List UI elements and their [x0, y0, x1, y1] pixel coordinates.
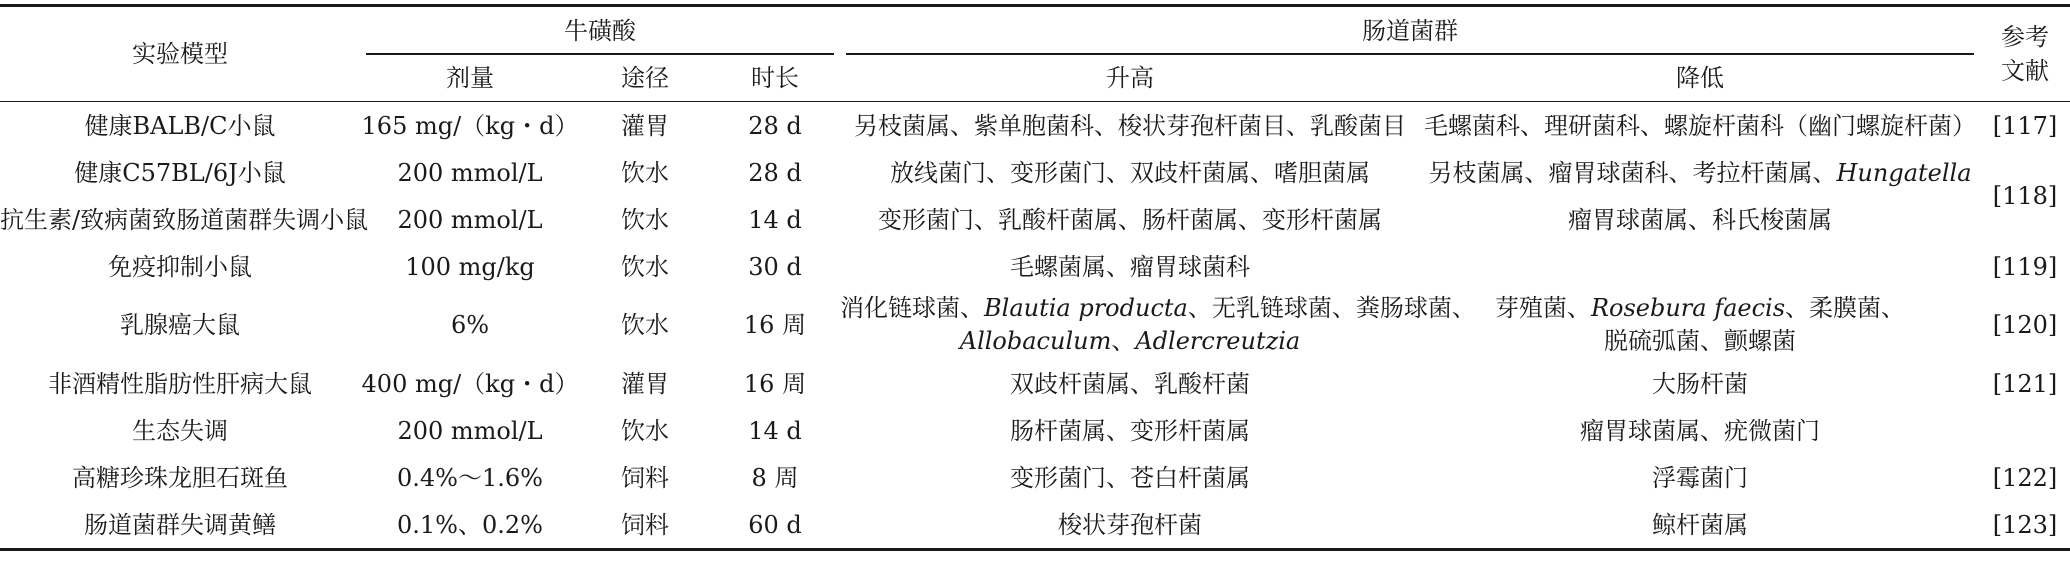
table-row	[0, 407, 2070, 454]
table-row	[0, 243, 2070, 290]
cell-duration: 28 d	[748, 111, 802, 140]
cell-reference: [117]	[1992, 111, 2058, 140]
cell-increase-line1	[840, 292, 1476, 325]
cell-dose: 200 mmol/L	[397, 158, 543, 187]
cell-decrease	[1420, 290, 1980, 360]
header-duration: 时长	[710, 55, 840, 102]
cell-route: 灌胃	[621, 369, 669, 398]
cell-duration: 14 d	[748, 416, 802, 445]
taurine-microbiota-table	[0, 4, 2070, 551]
table-row	[0, 290, 2070, 360]
cell-duration: 16 周	[743, 311, 807, 339]
header-row-1	[0, 6, 2070, 56]
cell-increase-line2	[840, 325, 1420, 358]
cell-route: 饮水	[621, 158, 669, 187]
cell-decrease: 毛螺菌科、理研菌科、螺旋杆菌科（幽门螺旋杆菌）	[1424, 111, 1976, 140]
cell-duration: 28 d	[748, 158, 802, 187]
table-row	[0, 196, 2070, 243]
cell-route: 灌胃	[621, 111, 669, 140]
cell-model: 健康BALB/C小鼠	[84, 111, 276, 140]
text-segment: 消化链球菌、	[840, 294, 984, 322]
cell-reference: [121]	[1992, 369, 2058, 398]
cell-dose: 0.4%～1.6%	[397, 463, 543, 492]
cell-reference: [119]	[1992, 252, 2058, 281]
cell-dose: 0.1%、0.2%	[397, 510, 543, 539]
cell-decrease-text: 另枝菌属、瘤胃球菌科、考拉杆菌属、	[1428, 158, 1837, 187]
cell-dose: 200 mmol/L	[397, 205, 543, 234]
cell-reference: [123]	[1992, 510, 2058, 539]
cell-increase: 毛螺菌属、瘤胃球菌科	[1010, 252, 1250, 281]
text-segment: 、无乳链球菌、粪肠球菌、	[1187, 294, 1476, 322]
header-taurine: 牛磺酸	[360, 6, 840, 56]
cell-decrease-line1	[1420, 292, 1980, 325]
cell-increase	[840, 290, 1476, 360]
cell-route: 饮水	[621, 311, 669, 339]
cell-dose: 165 mg/（kg・d）	[361, 111, 579, 140]
cell-increase: 另枝菌属、紫单胞菌科、梭状芽孢杆菌目、乳酸菌目	[854, 111, 1406, 140]
header-reference	[1980, 6, 2070, 102]
cell-route: 饮水	[621, 205, 669, 234]
cell-decrease: 瘤胃球菌属、科氏梭菌属	[1568, 205, 1832, 234]
cell-decrease	[1420, 149, 1980, 196]
italic-segment: Blautia producta	[984, 294, 1188, 322]
cell-increase: 放线菌门、变形菌门、双歧杆菌属、嗜胆菌属	[890, 158, 1370, 187]
table-row	[0, 501, 2070, 550]
text-segment: 、	[1111, 327, 1136, 355]
table-row	[0, 454, 2070, 501]
cell-decrease: 鲸杆菌属	[1652, 510, 1748, 539]
cell-model: 抗生素/致病菌致肠道菌群失调小鼠	[0, 205, 369, 234]
header-model: 实验模型	[0, 6, 360, 102]
cell-reference	[1980, 407, 2070, 454]
italic-segment: Allobaculum	[959, 327, 1112, 355]
cell-dose: 6%	[450, 311, 490, 339]
cell-decrease-line2: 脱硫弧菌、颤螺菌	[1604, 327, 1796, 355]
cell-model: 健康C57BL/6J小鼠	[74, 158, 286, 187]
cell-model: 肠道菌群失调黄鳝	[84, 510, 276, 539]
cell-duration: 14 d	[748, 205, 802, 234]
text-segment: 芽殖菌、	[1494, 294, 1591, 322]
cell-reference: [120]	[1992, 311, 2058, 339]
header-increase: 升高	[840, 55, 1420, 102]
header-route: 途径	[580, 55, 710, 102]
cell-reference: [118]	[1992, 182, 2058, 210]
cell-duration: 60 d	[748, 510, 802, 539]
cell-decrease: 瘤胃球菌属、疣微菌门	[1580, 416, 1820, 445]
cell-increase: 梭状芽孢杆菌	[1058, 510, 1202, 539]
table-row	[0, 149, 2070, 196]
cell-duration: 30 d	[748, 252, 802, 281]
cell-model: 高糖珍珠龙胆石斑鱼	[72, 463, 288, 492]
header-reference-line1: 参考	[2001, 23, 2049, 51]
cell-decrease: 浮霉菌门	[1652, 463, 1748, 492]
cell-route: 饲料	[621, 463, 669, 492]
cell-model: 生态失调	[132, 416, 228, 445]
cell-route: 饮水	[621, 252, 669, 281]
cell-duration: 16 周	[743, 369, 807, 398]
cell-increase: 肠杆菌属、变形杆菌属	[1010, 416, 1250, 445]
header-dose: 剂量	[360, 55, 580, 102]
data-table-container	[0, 4, 2070, 551]
cell-reference: [122]	[1992, 463, 2058, 492]
cell-increase: 变形菌门、苍白杆菌属	[1010, 463, 1250, 492]
header-microbiota: 肠道菌群	[840, 6, 1980, 56]
cell-increase: 双歧杆菌属、乳酸杆菌	[1010, 369, 1250, 398]
cell-model: 乳腺癌大鼠	[120, 311, 240, 339]
cell-route: 饲料	[621, 510, 669, 539]
cell-dose: 100 mg/kg	[405, 252, 535, 281]
cell-decrease: 大肠杆菌	[1652, 369, 1748, 398]
cell-model: 免疫抑制小鼠	[108, 252, 252, 281]
italic-segment: Adlercreutzia	[1135, 327, 1301, 355]
cell-decrease-italic: Hungatella	[1836, 158, 1972, 187]
cell-route: 饮水	[621, 416, 669, 445]
cell-increase: 变形菌门、乳酸杆菌属、肠杆菌属、变形杆菌属	[878, 205, 1382, 234]
header-decrease: 降低	[1420, 55, 1980, 102]
table-row	[0, 102, 2070, 150]
cell-duration: 8 周	[751, 463, 799, 492]
cell-dose: 200 mmol/L	[397, 416, 543, 445]
cell-model: 非酒精性脂肪性肝病大鼠	[48, 369, 312, 398]
italic-segment: Rosebura faecis	[1590, 294, 1786, 322]
table-row	[0, 360, 2070, 407]
header-reference-line2: 文献	[2001, 57, 2049, 85]
cell-decrease	[1420, 243, 1980, 290]
cell-dose: 400 mg/（kg・d）	[361, 369, 579, 398]
text-segment: 、柔膜菌、	[1785, 294, 1906, 322]
